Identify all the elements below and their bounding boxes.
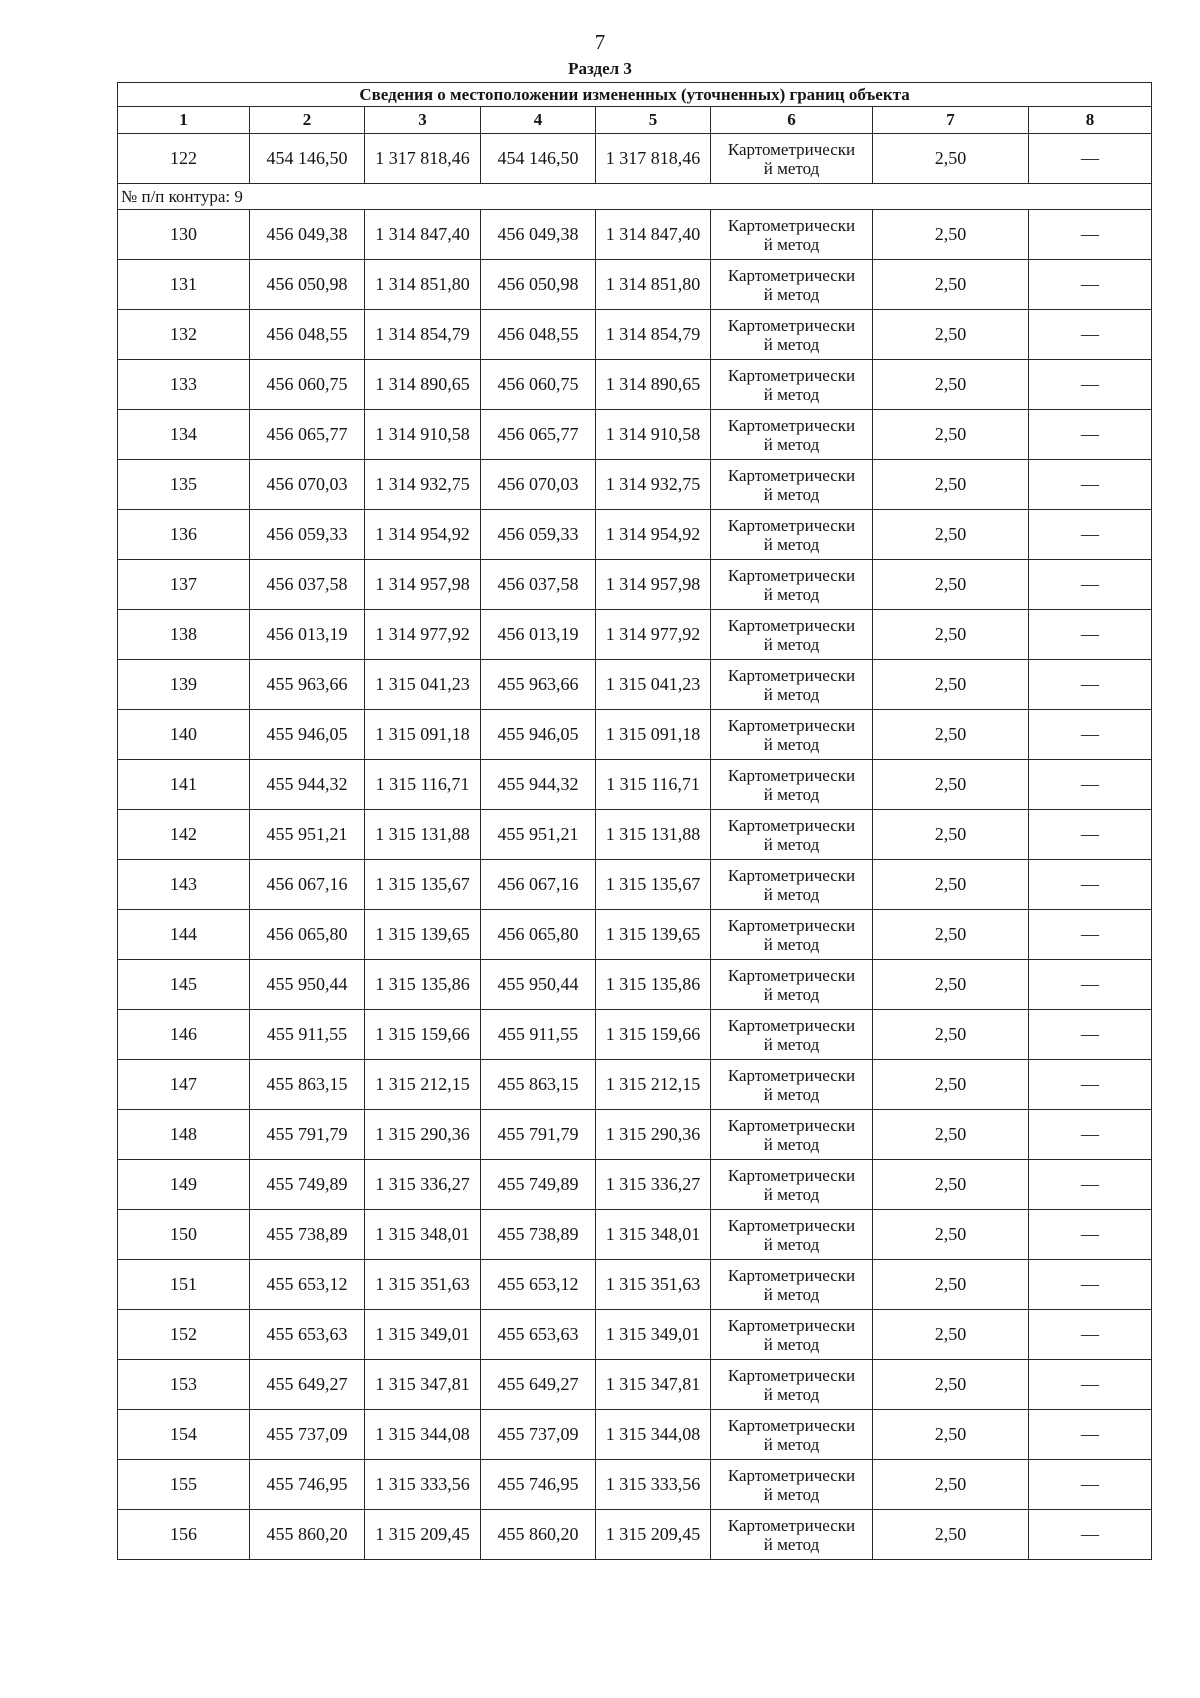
table-row bbox=[118, 1510, 1152, 1560]
table-cell: — bbox=[1029, 910, 1152, 960]
method-cell: Картометрически й метод bbox=[711, 810, 873, 860]
table-cell: 1 315 349,01 bbox=[596, 1310, 711, 1360]
table-row bbox=[118, 860, 1152, 910]
table-row bbox=[118, 1360, 1152, 1410]
table-cell: 1 315 091,18 bbox=[365, 710, 481, 760]
table-cell: 2,50 bbox=[873, 710, 1029, 760]
table-cell: — bbox=[1029, 610, 1152, 660]
method-cell: Картометрически й метод bbox=[711, 1460, 873, 1510]
table-cell: — bbox=[1029, 310, 1152, 360]
method-cell: Картометрически й метод bbox=[711, 710, 873, 760]
method-cell: Картометрически й метод bbox=[711, 1360, 873, 1410]
method-cell: Картометрически й метод bbox=[711, 210, 873, 260]
table-cell: 2,50 bbox=[873, 910, 1029, 960]
column-header-6: 6 bbox=[711, 107, 873, 134]
point-number-cell: 143 bbox=[118, 860, 250, 910]
table-cell: 2,50 bbox=[873, 1410, 1029, 1460]
table-row bbox=[118, 260, 1152, 310]
method-cell: Картометрически й метод bbox=[711, 410, 873, 460]
table-cell: — bbox=[1029, 510, 1152, 560]
table-cell: 1 314 957,98 bbox=[365, 560, 481, 610]
table-cell: 2,50 bbox=[873, 1310, 1029, 1360]
table-cell: 455 749,89 bbox=[250, 1160, 365, 1210]
table-cell: 455 863,15 bbox=[250, 1060, 365, 1110]
table-body bbox=[118, 134, 1152, 1560]
table-cell: 456 060,75 bbox=[250, 360, 365, 410]
method-cell: Картометрически й метод bbox=[711, 910, 873, 960]
table-cell: 2,50 bbox=[873, 1210, 1029, 1260]
table-cell: 1 315 333,56 bbox=[365, 1460, 481, 1510]
point-number-cell: 137 bbox=[118, 560, 250, 610]
table-cell: 1 315 212,15 bbox=[365, 1060, 481, 1110]
table-cell: 1 317 818,46 bbox=[365, 134, 481, 184]
table-cell: 2,50 bbox=[873, 1160, 1029, 1210]
table-cell: 1 315 131,88 bbox=[365, 810, 481, 860]
table-row bbox=[118, 610, 1152, 660]
table-cell: 2,50 bbox=[873, 1460, 1029, 1510]
boundary-coordinates-table bbox=[117, 82, 1152, 1560]
table-cell: 2,50 bbox=[873, 1260, 1029, 1310]
table-cell: 1 315 041,23 bbox=[596, 660, 711, 710]
table-cell: 1 315 347,81 bbox=[596, 1360, 711, 1410]
table-cell: 1 314 854,79 bbox=[596, 310, 711, 360]
table-cell: 1 314 847,40 bbox=[365, 210, 481, 260]
column-header-8: 8 bbox=[1029, 107, 1152, 134]
method-cell: Картометрически й метод bbox=[711, 1110, 873, 1160]
table-row bbox=[118, 460, 1152, 510]
table-cell: 455 944,32 bbox=[250, 760, 365, 810]
column-header-1: 1 bbox=[118, 107, 250, 134]
table-cell: 456 013,19 bbox=[250, 610, 365, 660]
method-cell: Картометрически й метод bbox=[711, 1010, 873, 1060]
table-row bbox=[118, 510, 1152, 560]
table-cell: 456 013,19 bbox=[481, 610, 596, 660]
table-row bbox=[118, 1460, 1152, 1510]
point-number-cell: 151 bbox=[118, 1260, 250, 1310]
table-cell: — bbox=[1029, 360, 1152, 410]
table-cell: 455 950,44 bbox=[481, 960, 596, 1010]
point-number-cell: 136 bbox=[118, 510, 250, 560]
table-cell: 2,50 bbox=[873, 960, 1029, 1010]
table-cell: 455 911,55 bbox=[250, 1010, 365, 1060]
table-cell: 455 749,89 bbox=[481, 1160, 596, 1210]
point-number-cell: 144 bbox=[118, 910, 250, 960]
table-cell: 1 315 041,23 bbox=[365, 660, 481, 710]
table-cell: 456 049,38 bbox=[250, 210, 365, 260]
method-cell: Картометрически й метод bbox=[711, 1210, 873, 1260]
table-cell: 1 315 209,45 bbox=[596, 1510, 711, 1560]
method-cell: Картометрически й метод bbox=[711, 510, 873, 560]
method-cell: Картометрически й метод bbox=[711, 134, 873, 184]
table-cell: 456 049,38 bbox=[481, 210, 596, 260]
table-row bbox=[118, 1210, 1152, 1260]
method-cell: Картометрически й метод bbox=[711, 960, 873, 1010]
table-cell: — bbox=[1029, 460, 1152, 510]
table-cell: 1 315 351,63 bbox=[596, 1260, 711, 1310]
table-cell: 1 315 349,01 bbox=[365, 1310, 481, 1360]
point-number-cell: 122 bbox=[118, 134, 250, 184]
table-row bbox=[118, 560, 1152, 610]
table-cell: 456 065,77 bbox=[481, 410, 596, 460]
column-header-5: 5 bbox=[596, 107, 711, 134]
table-row bbox=[118, 660, 1152, 710]
table-cell: 1 315 116,71 bbox=[365, 760, 481, 810]
table-cell: 455 951,21 bbox=[250, 810, 365, 860]
method-cell: Картометрически й метод bbox=[711, 460, 873, 510]
table-cell: 455 946,05 bbox=[250, 710, 365, 760]
point-number-cell: 148 bbox=[118, 1110, 250, 1160]
table-cell: 455 944,32 bbox=[481, 760, 596, 810]
table-cell: 455 863,15 bbox=[481, 1060, 596, 1110]
table-cell: 1 315 290,36 bbox=[365, 1110, 481, 1160]
table-cell: 456 059,33 bbox=[481, 510, 596, 560]
table-cell: 455 738,89 bbox=[250, 1210, 365, 1260]
table-cell: 1 314 851,80 bbox=[596, 260, 711, 310]
point-number-cell: 145 bbox=[118, 960, 250, 1010]
table-cell: 2,50 bbox=[873, 460, 1029, 510]
table-cell: 1 315 135,86 bbox=[596, 960, 711, 1010]
table-cell: 2,50 bbox=[873, 1010, 1029, 1060]
point-number-cell: 152 bbox=[118, 1310, 250, 1360]
method-cell: Картометрически й метод bbox=[711, 560, 873, 610]
table-cell: 455 649,27 bbox=[481, 1360, 596, 1410]
table-cell: — bbox=[1029, 810, 1152, 860]
table-cell: — bbox=[1029, 1460, 1152, 1510]
table-cell: — bbox=[1029, 710, 1152, 760]
table-cell: 1 314 954,92 bbox=[365, 510, 481, 560]
table-cell: 455 911,55 bbox=[481, 1010, 596, 1060]
table-cell: 2,50 bbox=[873, 1110, 1029, 1160]
table-cell: 455 950,44 bbox=[250, 960, 365, 1010]
table-cell: 455 653,12 bbox=[481, 1260, 596, 1310]
table-row bbox=[118, 1310, 1152, 1360]
point-number-cell: 135 bbox=[118, 460, 250, 510]
table-cell: 454 146,50 bbox=[481, 134, 596, 184]
table-cell: 455 946,05 bbox=[481, 710, 596, 760]
table-cell: 2,50 bbox=[873, 410, 1029, 460]
method-cell: Картометрически й метод bbox=[711, 1160, 873, 1210]
table-cell: 1 314 932,75 bbox=[365, 460, 481, 510]
table-cell: — bbox=[1029, 1360, 1152, 1410]
table-cell: 2,50 bbox=[873, 1510, 1029, 1560]
table-cell: 1 315 209,45 bbox=[365, 1510, 481, 1560]
table-row bbox=[118, 310, 1152, 360]
point-number-cell: 150 bbox=[118, 1210, 250, 1260]
table-cell: 1 315 135,67 bbox=[365, 860, 481, 910]
method-cell: Картометрически й метод bbox=[711, 610, 873, 660]
method-cell: Картометрически й метод bbox=[711, 360, 873, 410]
table-row bbox=[118, 810, 1152, 860]
table-cell: — bbox=[1029, 1210, 1152, 1260]
method-cell: Картометрически й метод bbox=[711, 1310, 873, 1360]
table-cell: — bbox=[1029, 1160, 1152, 1210]
column-header-row bbox=[118, 107, 1152, 134]
table-cell: 2,50 bbox=[873, 134, 1029, 184]
table-row bbox=[118, 1160, 1152, 1210]
section-title: Раздел 3 bbox=[568, 59, 632, 78]
page-number: 7 bbox=[594, 30, 606, 54]
table-cell: 456 050,98 bbox=[481, 260, 596, 310]
method-cell: Картометрически й метод bbox=[711, 760, 873, 810]
table-cell: 456 070,03 bbox=[481, 460, 596, 510]
table-cell: 456 065,80 bbox=[250, 910, 365, 960]
table-cell: 456 065,80 bbox=[481, 910, 596, 960]
table-cell: 455 737,09 bbox=[481, 1410, 596, 1460]
table-cell: 1 315 212,15 bbox=[596, 1060, 711, 1110]
method-cell: Картометрически й метод bbox=[711, 260, 873, 310]
table-cell: 1 317 818,46 bbox=[596, 134, 711, 184]
point-number-cell: 138 bbox=[118, 610, 250, 660]
table-row bbox=[118, 760, 1152, 810]
table-cell: 455 653,12 bbox=[250, 1260, 365, 1310]
point-number-cell: 133 bbox=[118, 360, 250, 410]
point-number-cell: 155 bbox=[118, 1460, 250, 1510]
table-cell: 1 315 131,88 bbox=[596, 810, 711, 860]
table-cell: 454 146,50 bbox=[250, 134, 365, 184]
table-cell: 1 314 854,79 bbox=[365, 310, 481, 360]
table-cell: 1 314 932,75 bbox=[596, 460, 711, 510]
table-cell: 2,50 bbox=[873, 760, 1029, 810]
table-cell: 1 315 159,66 bbox=[596, 1010, 711, 1060]
table-cell: 2,50 bbox=[873, 860, 1029, 910]
table-cell: 1 315 351,63 bbox=[365, 1260, 481, 1310]
table-cell: 2,50 bbox=[873, 610, 1029, 660]
table-row bbox=[118, 410, 1152, 460]
table-cell: 1 315 336,27 bbox=[596, 1160, 711, 1210]
point-number-cell: 130 bbox=[118, 210, 250, 260]
point-number-cell: 154 bbox=[118, 1410, 250, 1460]
table-cell: 1 314 954,92 bbox=[596, 510, 711, 560]
method-cell: Картометрически й метод bbox=[711, 660, 873, 710]
table-cell: 1 314 977,92 bbox=[365, 610, 481, 660]
column-header-2: 2 bbox=[250, 107, 365, 134]
table-cell: 1 315 333,56 bbox=[596, 1460, 711, 1510]
table-cell: 2,50 bbox=[873, 1060, 1029, 1110]
point-number-cell: 147 bbox=[118, 1060, 250, 1110]
table-row bbox=[118, 1060, 1152, 1110]
table-cell: 1 315 336,27 bbox=[365, 1160, 481, 1210]
method-cell: Картометрически й метод bbox=[711, 1260, 873, 1310]
table-cell: — bbox=[1029, 560, 1152, 610]
table-cell: 1 315 348,01 bbox=[596, 1210, 711, 1260]
table-cell: 1 314 910,58 bbox=[365, 410, 481, 460]
point-number-cell: 146 bbox=[118, 1010, 250, 1060]
method-cell: Картометрически й метод bbox=[711, 310, 873, 360]
table-cell: 2,50 bbox=[873, 510, 1029, 560]
table-cell: 456 070,03 bbox=[250, 460, 365, 510]
table-cell: 1 315 344,08 bbox=[365, 1410, 481, 1460]
table-cell: 1 314 851,80 bbox=[365, 260, 481, 310]
table-row bbox=[118, 360, 1152, 410]
column-header-4: 4 bbox=[481, 107, 596, 134]
point-number-cell: 131 bbox=[118, 260, 250, 310]
table-row bbox=[118, 1010, 1152, 1060]
point-number-cell: 134 bbox=[118, 410, 250, 460]
table-cell: 456 050,98 bbox=[250, 260, 365, 310]
table-cell: 1 315 290,36 bbox=[596, 1110, 711, 1160]
table-cell: 456 048,55 bbox=[250, 310, 365, 360]
point-number-cell: 153 bbox=[118, 1360, 250, 1410]
table-cell: 456 067,16 bbox=[250, 860, 365, 910]
table-cell: — bbox=[1029, 1260, 1152, 1310]
table-row bbox=[118, 1110, 1152, 1160]
table-cell: 2,50 bbox=[873, 310, 1029, 360]
table-cell: 455 860,20 bbox=[250, 1510, 365, 1560]
table-cell: 1 314 890,65 bbox=[365, 360, 481, 410]
table-row bbox=[118, 1410, 1152, 1460]
table-cell: — bbox=[1029, 860, 1152, 910]
table-cell: 1 315 344,08 bbox=[596, 1410, 711, 1460]
table-cell: 2,50 bbox=[873, 560, 1029, 610]
table-cell: 455 746,95 bbox=[481, 1460, 596, 1510]
table-cell: 1 315 347,81 bbox=[365, 1360, 481, 1410]
table-cell: — bbox=[1029, 260, 1152, 310]
table-cell: 456 037,58 bbox=[481, 560, 596, 610]
point-number-cell: 142 bbox=[118, 810, 250, 860]
table-cell: 456 059,33 bbox=[250, 510, 365, 560]
table-cell: 1 314 910,58 bbox=[596, 410, 711, 460]
table-cell: 1 314 977,92 bbox=[596, 610, 711, 660]
table-cell: — bbox=[1029, 960, 1152, 1010]
table-cell: — bbox=[1029, 1110, 1152, 1160]
table-cell: 455 791,79 bbox=[250, 1110, 365, 1160]
table-cell: 455 737,09 bbox=[250, 1410, 365, 1460]
method-cell: Картометрически й метод bbox=[711, 1510, 873, 1560]
table-caption: Сведения о местоположении измененных (уточненных) границ объекта bbox=[118, 83, 1152, 107]
table-cell: 1 315 159,66 bbox=[365, 1010, 481, 1060]
table-cell: 2,50 bbox=[873, 260, 1029, 310]
table-cell: — bbox=[1029, 1060, 1152, 1110]
table-cell: 455 738,89 bbox=[481, 1210, 596, 1260]
table-cell: 1 315 091,18 bbox=[596, 710, 711, 760]
table-cell: — bbox=[1029, 760, 1152, 810]
table-cell: 456 048,55 bbox=[481, 310, 596, 360]
table-cell: 455 963,66 bbox=[250, 660, 365, 710]
table-row bbox=[118, 1260, 1152, 1310]
table-cell: 2,50 bbox=[873, 210, 1029, 260]
table-cell: 1 314 957,98 bbox=[596, 560, 711, 610]
table-cell: — bbox=[1029, 410, 1152, 460]
table-cell: — bbox=[1029, 1310, 1152, 1360]
table-cell: — bbox=[1029, 1010, 1152, 1060]
table-cell: 1 315 139,65 bbox=[596, 910, 711, 960]
table-cell: 2,50 bbox=[873, 810, 1029, 860]
point-number-cell: 140 bbox=[118, 710, 250, 760]
table-cell: 456 067,16 bbox=[481, 860, 596, 910]
table-cell: — bbox=[1029, 134, 1152, 184]
table-cell: 1 314 847,40 bbox=[596, 210, 711, 260]
table-cell: 455 649,27 bbox=[250, 1360, 365, 1410]
contour-label: № п/п контура: 9 bbox=[118, 184, 1152, 210]
table-row bbox=[118, 134, 1152, 184]
point-number-cell: 141 bbox=[118, 760, 250, 810]
table-caption-row bbox=[118, 83, 1152, 107]
table-cell: 455 746,95 bbox=[250, 1460, 365, 1510]
table-row bbox=[118, 910, 1152, 960]
table-cell: 455 963,66 bbox=[481, 660, 596, 710]
table-cell: 1 315 135,67 bbox=[596, 860, 711, 910]
method-cell: Картометрически й метод bbox=[711, 1410, 873, 1460]
table-cell: — bbox=[1029, 660, 1152, 710]
table-cell: 456 037,58 bbox=[250, 560, 365, 610]
method-cell: Картометрически й метод bbox=[711, 1060, 873, 1110]
column-header-7: 7 bbox=[873, 107, 1029, 134]
table-cell: 1 315 348,01 bbox=[365, 1210, 481, 1260]
point-number-cell: 156 bbox=[118, 1510, 250, 1560]
table-row bbox=[118, 210, 1152, 260]
table-cell: 2,50 bbox=[873, 1360, 1029, 1410]
table-cell: 455 860,20 bbox=[481, 1510, 596, 1560]
table-cell: 456 065,77 bbox=[250, 410, 365, 460]
table-cell: 2,50 bbox=[873, 360, 1029, 410]
table-cell: 455 653,63 bbox=[481, 1310, 596, 1360]
table-cell: — bbox=[1029, 1410, 1152, 1460]
table-row bbox=[118, 710, 1152, 760]
point-number-cell: 149 bbox=[118, 1160, 250, 1210]
table-cell: 455 653,63 bbox=[250, 1310, 365, 1360]
table-cell: 1 315 135,86 bbox=[365, 960, 481, 1010]
table-cell: 1 314 890,65 bbox=[596, 360, 711, 410]
table-cell: 2,50 bbox=[873, 660, 1029, 710]
table-cell: — bbox=[1029, 210, 1152, 260]
table-row bbox=[118, 960, 1152, 1010]
table-cell: 455 791,79 bbox=[481, 1110, 596, 1160]
method-cell: Картометрически й метод bbox=[711, 860, 873, 910]
point-number-cell: 139 bbox=[118, 660, 250, 710]
table-cell: 1 315 116,71 bbox=[596, 760, 711, 810]
table-cell: 456 060,75 bbox=[481, 360, 596, 410]
column-header-3: 3 bbox=[365, 107, 481, 134]
point-number-cell: 132 bbox=[118, 310, 250, 360]
table-cell: 455 951,21 bbox=[481, 810, 596, 860]
table-cell: 1 315 139,65 bbox=[365, 910, 481, 960]
contour-row bbox=[118, 184, 1152, 210]
table-cell: — bbox=[1029, 1510, 1152, 1560]
